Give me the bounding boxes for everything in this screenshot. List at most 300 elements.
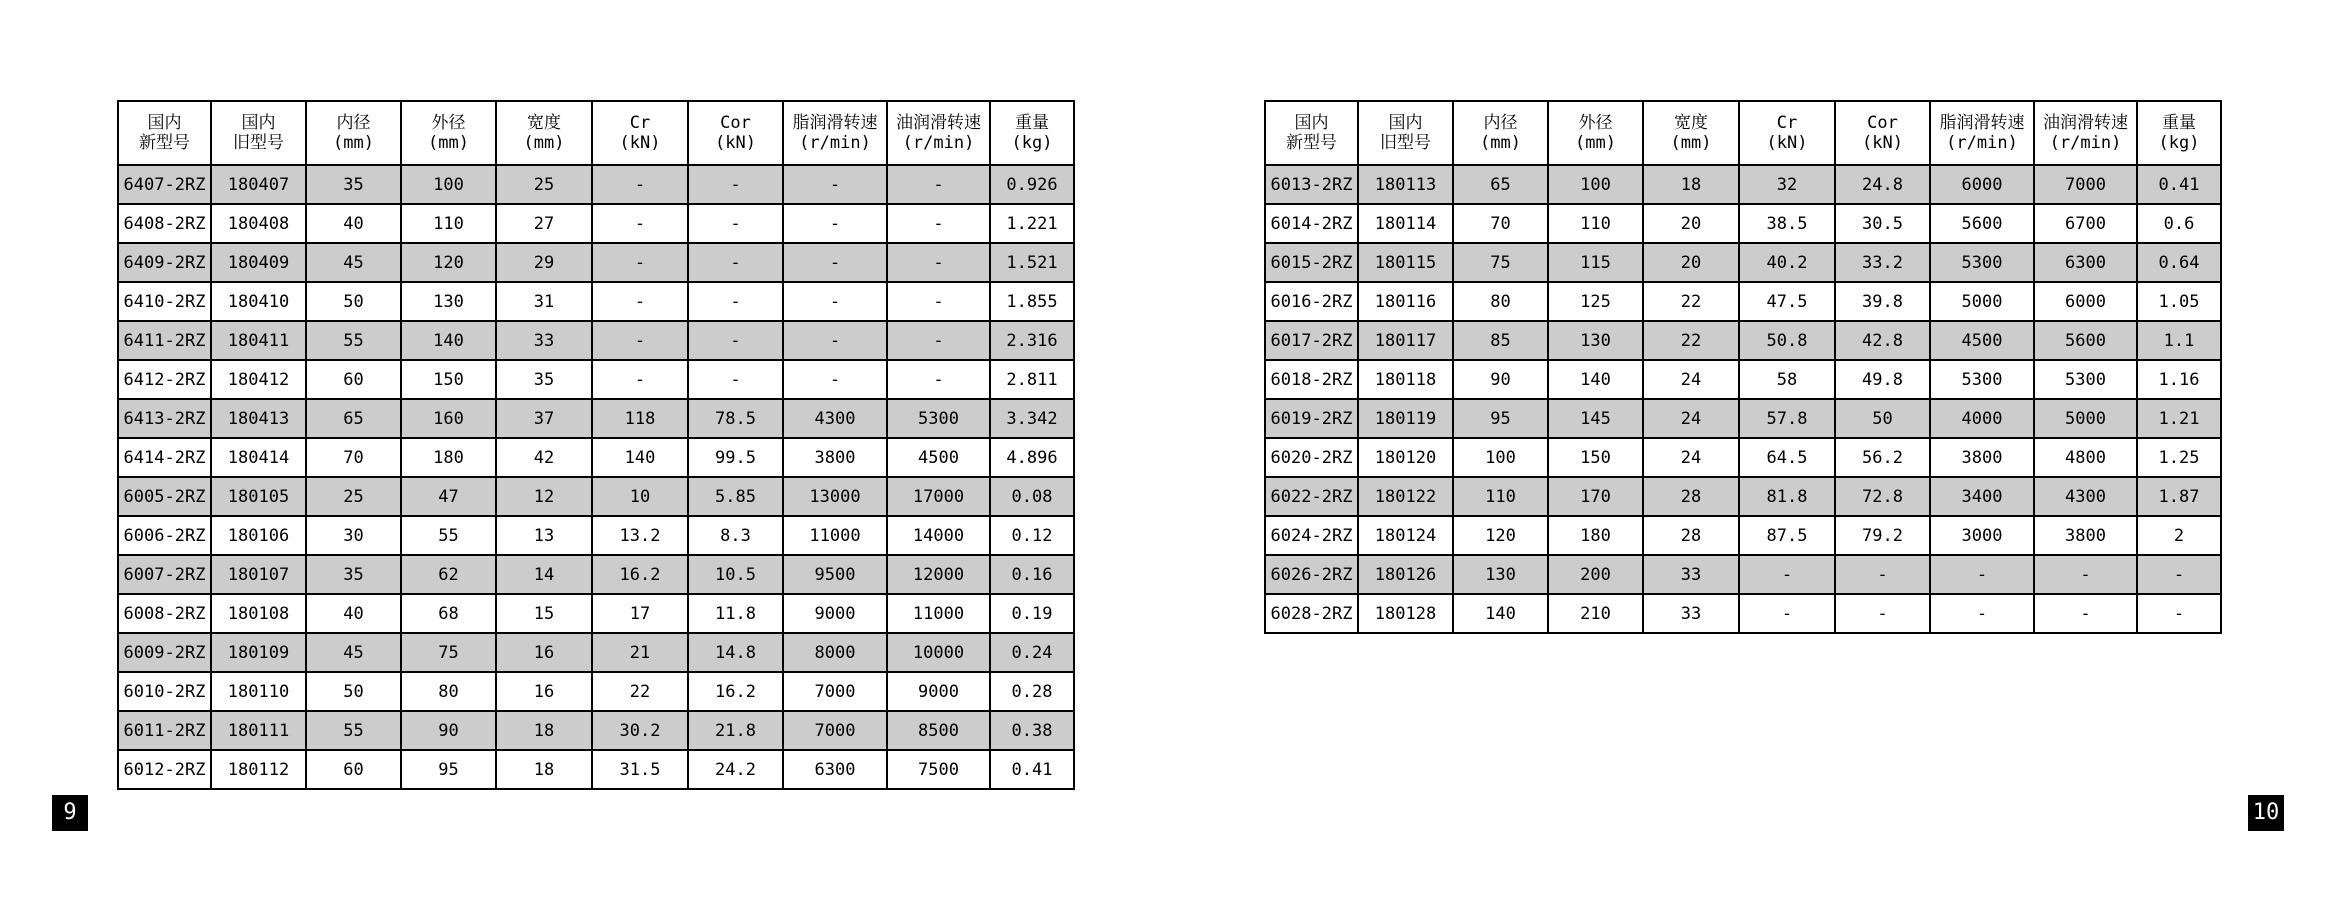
table-cell: 0.38 xyxy=(990,711,1074,750)
table-cell: 6017-2RZ xyxy=(1265,321,1358,360)
table-cell: - xyxy=(783,165,887,204)
table-cell: 75 xyxy=(1453,243,1548,282)
table-cell: 180119 xyxy=(1358,399,1453,438)
bearing-table-right xyxy=(1264,100,2222,634)
table-cell: 1.221 xyxy=(990,204,1074,243)
table-cell: 68 xyxy=(401,594,496,633)
table-cell: 27 xyxy=(496,204,592,243)
table-cell: 90 xyxy=(401,711,496,750)
table-cell: 55 xyxy=(306,321,401,360)
table-cell: - xyxy=(592,204,688,243)
table-cell: 50 xyxy=(306,282,401,321)
table-cell: 6011-2RZ xyxy=(118,711,211,750)
table-row xyxy=(1265,477,2221,516)
table-cell: 180108 xyxy=(211,594,306,633)
column-header xyxy=(592,101,688,165)
table-cell: - xyxy=(887,243,990,282)
table-row xyxy=(1265,321,2221,360)
table-cell: 6024-2RZ xyxy=(1265,516,1358,555)
column-header xyxy=(1265,101,1358,165)
table-cell: 87.5 xyxy=(1739,516,1835,555)
table-cell: - xyxy=(1835,594,1930,633)
table-cell: 31.5 xyxy=(592,750,688,789)
table-cell: 6410-2RZ xyxy=(118,282,211,321)
table-cell: - xyxy=(1835,555,1930,594)
table-cell: 6411-2RZ xyxy=(118,321,211,360)
table-row xyxy=(118,282,1074,321)
table-cell: 0.19 xyxy=(990,594,1074,633)
table-cell: 10 xyxy=(592,477,688,516)
header-row xyxy=(118,101,1074,165)
table-cell: 6010-2RZ xyxy=(118,672,211,711)
table-cell: 4.896 xyxy=(990,438,1074,477)
column-header-line: 宽度 xyxy=(527,113,561,133)
column-header-line: 旧型号 xyxy=(1380,133,1431,153)
table-row xyxy=(1265,594,2221,633)
table-cell: - xyxy=(887,204,990,243)
table-cell: 1.1 xyxy=(2137,321,2221,360)
table-cell: 180112 xyxy=(211,750,306,789)
table-cell: 18 xyxy=(496,711,592,750)
table-cell: 35 xyxy=(496,360,592,399)
table-cell: 18 xyxy=(1643,165,1739,204)
table-cell: 70 xyxy=(1453,204,1548,243)
table-cell: 125 xyxy=(1548,282,1643,321)
table-row xyxy=(118,750,1074,789)
table-cell: 95 xyxy=(1453,399,1548,438)
table-cell: 160 xyxy=(401,399,496,438)
table-cell: - xyxy=(783,243,887,282)
table-cell: - xyxy=(592,165,688,204)
table-cell: 24 xyxy=(1643,360,1739,399)
table-row xyxy=(1265,438,2221,477)
table-cell: 22 xyxy=(1643,282,1739,321)
column-header-line: 新型号 xyxy=(139,133,190,153)
column-header-line: (mm) xyxy=(523,133,565,153)
table-cell: 6019-2RZ xyxy=(1265,399,1358,438)
table-cell: 180116 xyxy=(1358,282,1453,321)
table-cell: 30 xyxy=(306,516,401,555)
table-cell: 49.8 xyxy=(1835,360,1930,399)
table-cell: 60 xyxy=(306,750,401,789)
table-cell: 47 xyxy=(401,477,496,516)
table-cell: 4500 xyxy=(1930,321,2034,360)
table-cell: 37 xyxy=(496,399,592,438)
table-cell: 100 xyxy=(1548,165,1643,204)
table-cell: 6408-2RZ xyxy=(118,204,211,243)
table-cell: 100 xyxy=(401,165,496,204)
table-cell: 40 xyxy=(306,204,401,243)
column-header-line: 脂润滑转速 xyxy=(1939,113,2025,133)
table-cell: 6005-2RZ xyxy=(118,477,211,516)
table-cell: 1.16 xyxy=(2137,360,2221,399)
column-header-line: 国内 xyxy=(1388,113,1423,133)
table-cell: 1.855 xyxy=(990,282,1074,321)
table-cell: 80 xyxy=(1453,282,1548,321)
table-cell: 9000 xyxy=(887,672,990,711)
table-cell: 6414-2RZ xyxy=(118,438,211,477)
table-cell: 3800 xyxy=(783,438,887,477)
table-cell: - xyxy=(592,243,688,282)
table-cell: 0.12 xyxy=(990,516,1074,555)
table-cell: 2.316 xyxy=(990,321,1074,360)
column-header-line: 国内 xyxy=(1294,113,1329,133)
table-cell: 5300 xyxy=(887,399,990,438)
table-cell: 85 xyxy=(1453,321,1548,360)
table-cell: 45 xyxy=(306,243,401,282)
table-cell: 57.8 xyxy=(1739,399,1835,438)
table-cell: 5300 xyxy=(1930,360,2034,399)
table-cell: 24.2 xyxy=(688,750,783,789)
table-cell: 7000 xyxy=(783,672,887,711)
column-header-line: (mm) xyxy=(1575,133,1616,153)
table-cell: 6409-2RZ xyxy=(118,243,211,282)
table-cell: 16 xyxy=(496,672,592,711)
table-cell: 180414 xyxy=(211,438,306,477)
table-cell: 65 xyxy=(306,399,401,438)
table-cell: - xyxy=(783,204,887,243)
table-cell: 40.2 xyxy=(1739,243,1835,282)
table-cell: 1.05 xyxy=(2137,282,2221,321)
table-cell: 80 xyxy=(401,672,496,711)
table-cell: - xyxy=(688,243,783,282)
column-header xyxy=(2034,101,2137,165)
table-header xyxy=(1265,101,2221,165)
table-cell: 7000 xyxy=(783,711,887,750)
table-cell: 33 xyxy=(1643,594,1739,633)
table-cell: 10000 xyxy=(887,633,990,672)
table-cell: 16.2 xyxy=(592,555,688,594)
table-cell: 180105 xyxy=(211,477,306,516)
table-cell: 12000 xyxy=(887,555,990,594)
table-cell: 0.926 xyxy=(990,165,1074,204)
column-header-line: (kN) xyxy=(715,133,756,153)
table-cell: 50 xyxy=(1835,399,1930,438)
column-header xyxy=(783,101,887,165)
table-cell: 100 xyxy=(1453,438,1548,477)
table-cell: 3400 xyxy=(1930,477,2034,516)
column-header-line: (kN) xyxy=(1766,133,1808,153)
column-header-line: 旧型号 xyxy=(233,133,284,153)
table-cell: - xyxy=(887,321,990,360)
table-cell: 4500 xyxy=(887,438,990,477)
table-cell: 50.8 xyxy=(1739,321,1835,360)
column-header-line: (mm) xyxy=(428,133,469,153)
table-cell: 6014-2RZ xyxy=(1265,204,1358,243)
table-header xyxy=(118,101,1074,165)
table-cell: 180408 xyxy=(211,204,306,243)
table-cell: 1.21 xyxy=(2137,399,2221,438)
table-cell: 15 xyxy=(496,594,592,633)
table-cell: - xyxy=(1739,594,1835,633)
table-cell: 42 xyxy=(496,438,592,477)
table-row xyxy=(118,672,1074,711)
table-cell: 6016-2RZ xyxy=(1265,282,1358,321)
column-header xyxy=(1739,101,1835,165)
table-cell: - xyxy=(688,165,783,204)
column-header-line: (r/min) xyxy=(2049,133,2122,153)
column-header xyxy=(401,101,496,165)
table-cell: 70 xyxy=(306,438,401,477)
table-cell: 3000 xyxy=(1930,516,2034,555)
table-cell: 6013-2RZ xyxy=(1265,165,1358,204)
table-cell: 14000 xyxy=(887,516,990,555)
column-header xyxy=(306,101,401,165)
column-header-line: 宽度 xyxy=(1674,113,1708,133)
column-header-line: (mm) xyxy=(1480,133,1521,153)
table-cell: 11000 xyxy=(887,594,990,633)
table-cell: 56.2 xyxy=(1835,438,1930,477)
table-cell: 55 xyxy=(401,516,496,555)
table-cell: 110 xyxy=(1548,204,1643,243)
table-cell: 72.8 xyxy=(1835,477,1930,516)
table-cell: 140 xyxy=(401,321,496,360)
table-cell: 28 xyxy=(1643,516,1739,555)
table-cell: 7500 xyxy=(887,750,990,789)
column-header xyxy=(1453,101,1548,165)
column-header xyxy=(1930,101,2034,165)
table-cell: - xyxy=(2137,555,2221,594)
table-body xyxy=(1265,165,2221,633)
table-row xyxy=(118,399,1074,438)
table-cell: 180122 xyxy=(1358,477,1453,516)
table-cell: 130 xyxy=(1453,555,1548,594)
column-header xyxy=(211,101,306,165)
page-number-left: 9 xyxy=(52,795,88,831)
table-cell: - xyxy=(2034,594,2137,633)
table-cell: 75 xyxy=(401,633,496,672)
table-cell: 28 xyxy=(1643,477,1739,516)
table-cell: 180106 xyxy=(211,516,306,555)
table-cell: 120 xyxy=(401,243,496,282)
table-row xyxy=(118,711,1074,750)
column-header xyxy=(2137,101,2221,165)
table-cell: 180114 xyxy=(1358,204,1453,243)
table-cell: 130 xyxy=(1548,321,1643,360)
column-header-line: (mm) xyxy=(1670,133,1712,153)
table-row xyxy=(118,438,1074,477)
column-header-line: (r/min) xyxy=(902,133,975,153)
table-cell: - xyxy=(592,321,688,360)
column-header-line: Cr xyxy=(629,113,651,133)
table-cell: 17000 xyxy=(887,477,990,516)
table-cell: 1.87 xyxy=(2137,477,2221,516)
table-cell: 170 xyxy=(1548,477,1643,516)
table-cell: 5600 xyxy=(2034,321,2137,360)
table-cell: 140 xyxy=(592,438,688,477)
column-header-line: 重量 xyxy=(2162,113,2196,133)
table-cell: 0.6 xyxy=(2137,204,2221,243)
table-cell: 33 xyxy=(496,321,592,360)
table-cell: 180411 xyxy=(211,321,306,360)
column-header xyxy=(887,101,990,165)
table-cell: - xyxy=(783,360,887,399)
table-cell: 30.2 xyxy=(592,711,688,750)
table-cell: 6009-2RZ xyxy=(118,633,211,672)
header-row xyxy=(1265,101,2221,165)
column-header-line: Cor xyxy=(720,113,751,133)
table-cell: 150 xyxy=(401,360,496,399)
table-cell: 180409 xyxy=(211,243,306,282)
table-cell: 180110 xyxy=(211,672,306,711)
table-cell: - xyxy=(887,165,990,204)
table-cell: 5.85 xyxy=(688,477,783,516)
table-row xyxy=(118,360,1074,399)
table-cell: 180107 xyxy=(211,555,306,594)
table-cell: 6012-2RZ xyxy=(118,750,211,789)
table-cell: 180 xyxy=(1548,516,1643,555)
table-cell: 0.28 xyxy=(990,672,1074,711)
table-cell: 6000 xyxy=(2034,282,2137,321)
table-row xyxy=(118,165,1074,204)
table-row xyxy=(1265,399,2221,438)
table-cell: 6300 xyxy=(2034,243,2137,282)
column-header-line: (kN) xyxy=(619,133,661,153)
table-cell: 130 xyxy=(401,282,496,321)
table-cell: 110 xyxy=(401,204,496,243)
table-cell: 24 xyxy=(1643,438,1739,477)
table-row xyxy=(118,594,1074,633)
table-cell: 33.2 xyxy=(1835,243,1930,282)
column-header-line: (kg) xyxy=(2158,133,2200,153)
table-cell: 4800 xyxy=(2034,438,2137,477)
column-header xyxy=(1835,101,1930,165)
table-cell: 1.25 xyxy=(2137,438,2221,477)
table-cell: 95 xyxy=(401,750,496,789)
table-cell: 6000 xyxy=(1930,165,2034,204)
table-cell: 180113 xyxy=(1358,165,1453,204)
table-cell: 120 xyxy=(1453,516,1548,555)
table-cell: 180120 xyxy=(1358,438,1453,477)
table-cell: 180109 xyxy=(211,633,306,672)
table-cell: 30.5 xyxy=(1835,204,1930,243)
column-header-line: 内径 xyxy=(1483,113,1518,133)
table-cell: 25 xyxy=(306,477,401,516)
table-cell: 210 xyxy=(1548,594,1643,633)
table-cell: 2.811 xyxy=(990,360,1074,399)
table-cell: 3800 xyxy=(1930,438,2034,477)
table-cell: 40 xyxy=(306,594,401,633)
column-header-line: (r/min) xyxy=(799,133,871,153)
table-cell: 6022-2RZ xyxy=(1265,477,1358,516)
table-row xyxy=(1265,204,2221,243)
table-cell: 13000 xyxy=(783,477,887,516)
table-cell: - xyxy=(783,321,887,360)
table-cell: - xyxy=(1930,555,2034,594)
table-cell: 145 xyxy=(1548,399,1643,438)
table-cell: 90 xyxy=(1453,360,1548,399)
table-row xyxy=(1265,555,2221,594)
table-cell: 29 xyxy=(496,243,592,282)
table-cell: 24.8 xyxy=(1835,165,1930,204)
table-cell: 32 xyxy=(1739,165,1835,204)
table-cell: 5000 xyxy=(2034,399,2137,438)
table-cell: 3800 xyxy=(2034,516,2137,555)
table-row xyxy=(118,321,1074,360)
table-cell: 24 xyxy=(1643,399,1739,438)
table-cell: 118 xyxy=(592,399,688,438)
table-cell: 58 xyxy=(1739,360,1835,399)
table-cell: 7000 xyxy=(2034,165,2137,204)
table-cell: 17 xyxy=(592,594,688,633)
table-cell: 6008-2RZ xyxy=(118,594,211,633)
table-cell: 16 xyxy=(496,633,592,672)
table-cell: 13.2 xyxy=(592,516,688,555)
table-cell: - xyxy=(688,321,783,360)
table-row xyxy=(1265,165,2221,204)
column-header-line: 重量 xyxy=(1015,113,1049,133)
table-cell: 180126 xyxy=(1358,555,1453,594)
table-cell: 21 xyxy=(592,633,688,672)
table-cell: 2 xyxy=(2137,516,2221,555)
table-cell: 180117 xyxy=(1358,321,1453,360)
bearing-table-left xyxy=(117,100,1075,790)
table-cell: - xyxy=(2034,555,2137,594)
table-cell: 6412-2RZ xyxy=(118,360,211,399)
column-header xyxy=(1358,101,1453,165)
table-row xyxy=(118,516,1074,555)
table-cell: 180128 xyxy=(1358,594,1453,633)
column-header-line: (mm) xyxy=(333,133,374,153)
table-cell: 64.5 xyxy=(1739,438,1835,477)
column-header-line: (r/min) xyxy=(1946,133,2018,153)
table-cell: 4300 xyxy=(2034,477,2137,516)
page-number-right: 10 xyxy=(2248,795,2284,831)
table-cell: - xyxy=(887,282,990,321)
column-header xyxy=(1548,101,1643,165)
table-cell: 65 xyxy=(1453,165,1548,204)
table-cell: 5300 xyxy=(2034,360,2137,399)
table-cell: 0.64 xyxy=(2137,243,2221,282)
table-row xyxy=(1265,360,2221,399)
column-header-line: (kg) xyxy=(1011,133,1053,153)
table-cell: 38.5 xyxy=(1739,204,1835,243)
column-header xyxy=(496,101,592,165)
table-cell: 4300 xyxy=(783,399,887,438)
table-cell: 20 xyxy=(1643,204,1739,243)
table-cell: 14 xyxy=(496,555,592,594)
column-header-line: 外径 xyxy=(1578,113,1613,133)
table-cell: 6015-2RZ xyxy=(1265,243,1358,282)
table-cell: 110 xyxy=(1453,477,1548,516)
table-cell: 42.8 xyxy=(1835,321,1930,360)
table-row xyxy=(1265,282,2221,321)
table-cell: 0.41 xyxy=(990,750,1074,789)
table-cell: - xyxy=(592,360,688,399)
table-cell: 62 xyxy=(401,555,496,594)
table-cell: 6407-2RZ xyxy=(118,165,211,204)
table-cell: - xyxy=(592,282,688,321)
table-cell: 33 xyxy=(1643,555,1739,594)
table-row xyxy=(118,243,1074,282)
table-cell: 11000 xyxy=(783,516,887,555)
table-cell: 115 xyxy=(1548,243,1643,282)
table-cell: - xyxy=(887,360,990,399)
table-body xyxy=(118,165,1074,789)
table-cell: 180412 xyxy=(211,360,306,399)
table-cell: 3.342 xyxy=(990,399,1074,438)
table-cell: 5000 xyxy=(1930,282,2034,321)
table-cell: - xyxy=(688,204,783,243)
table-cell: 21.8 xyxy=(688,711,783,750)
table-cell: - xyxy=(1739,555,1835,594)
table-row xyxy=(118,477,1074,516)
table-cell: 4000 xyxy=(1930,399,2034,438)
table-cell: 6007-2RZ xyxy=(118,555,211,594)
table-cell: 78.5 xyxy=(688,399,783,438)
table-row xyxy=(118,204,1074,243)
table-cell: 150 xyxy=(1548,438,1643,477)
